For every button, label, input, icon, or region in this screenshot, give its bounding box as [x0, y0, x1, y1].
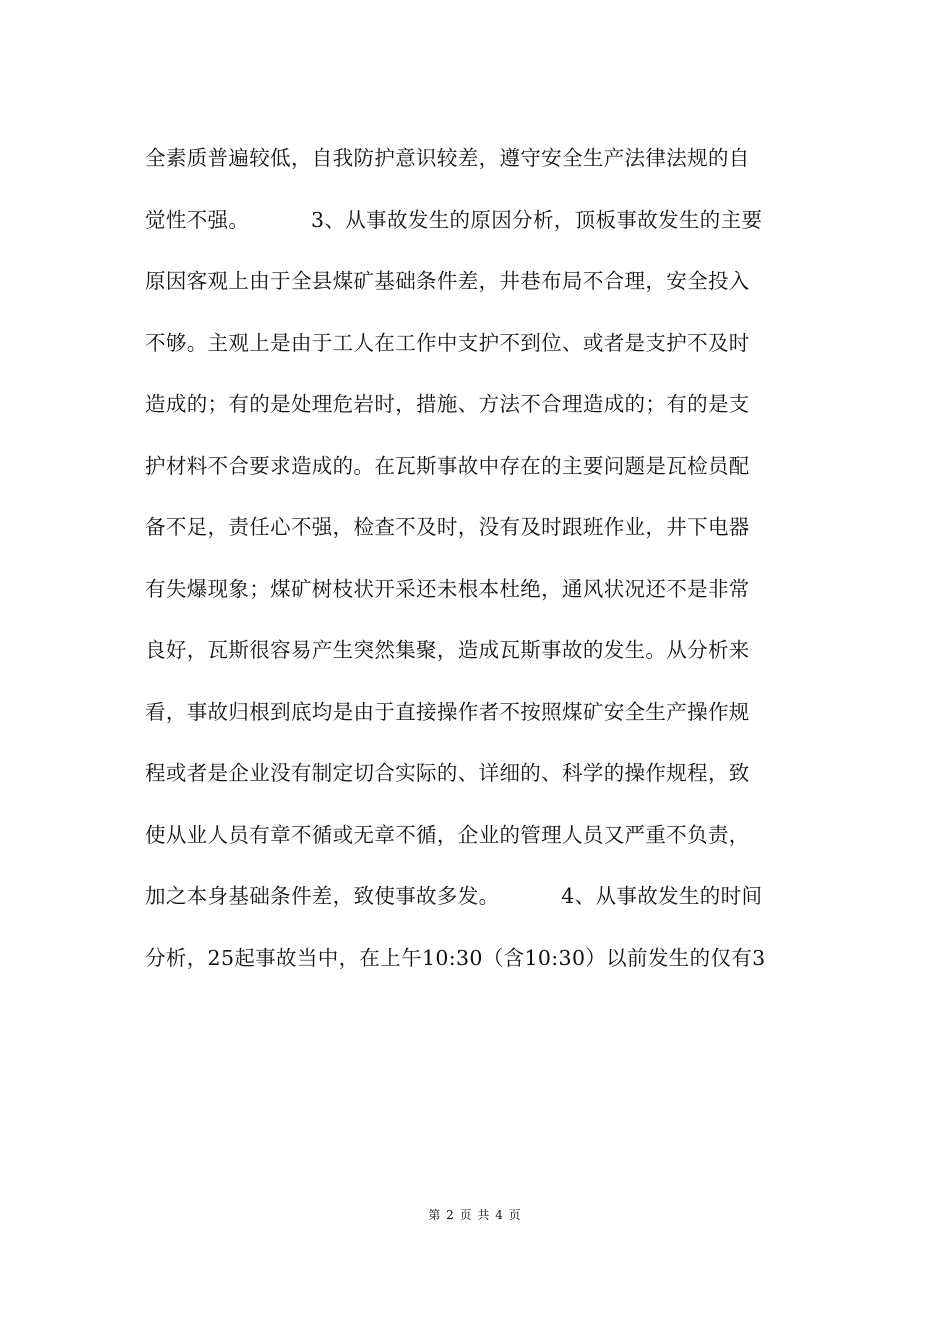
- text-line: 不够。主观上是由于工人在工作中支护不到位、或者是支护不及时: [145, 330, 750, 355]
- text-line: 使从业人员有章不循或无章不循，企业的管理人员又严重不负责，: [145, 822, 750, 847]
- text-line: 有失爆现象；煤矿树枝状开采还未根本杜绝，通风状况还不是非常: [145, 576, 750, 601]
- text-line: 造成的；有的是处理危岩时，措施、方法不合理造成的；有的是支: [145, 392, 750, 416]
- body-text: [145, 128, 815, 989]
- text-line: 全素质普遍较低，自我防护意识较差，遵守安全生产法律法规的自: [145, 146, 750, 170]
- text-line: 护材料不合要求造成的。在瓦斯事故中存在的主要问题是瓦检员配: [145, 453, 750, 478]
- text-line: 程或者是企业没有制定切合实际的、详细的、科学的操作规程，致: [145, 761, 750, 785]
- text-line: 分析，25起事故当中，在上午10:30（含10:30）以前发生的仅有3: [145, 945, 766, 970]
- text-line: 加之本身基础条件差，致使事故多发。 4、从事故发生的时间: [145, 884, 763, 908]
- text-line: 觉性不强。 3、从事故发生的原因分析，顶板事故发生的主要: [145, 207, 763, 232]
- text-line: 看，事故归根到底均是由于直接操作者不按照煤矿安全生产操作规: [145, 699, 750, 724]
- text-line: 良好，瓦斯很容易产生突然集聚，造成瓦斯事故的发生。从分析来: [145, 638, 750, 662]
- text-line: 备不足，责任心不强，检查不及时，没有及时跟班作业，井下电器: [145, 515, 750, 539]
- text-line: 原因客观上由于全县煤矿基础条件差，井巷布局不合理，安全投入: [145, 269, 750, 293]
- page-number-footer: 第 2 页 共 4 页: [428, 1208, 522, 1222]
